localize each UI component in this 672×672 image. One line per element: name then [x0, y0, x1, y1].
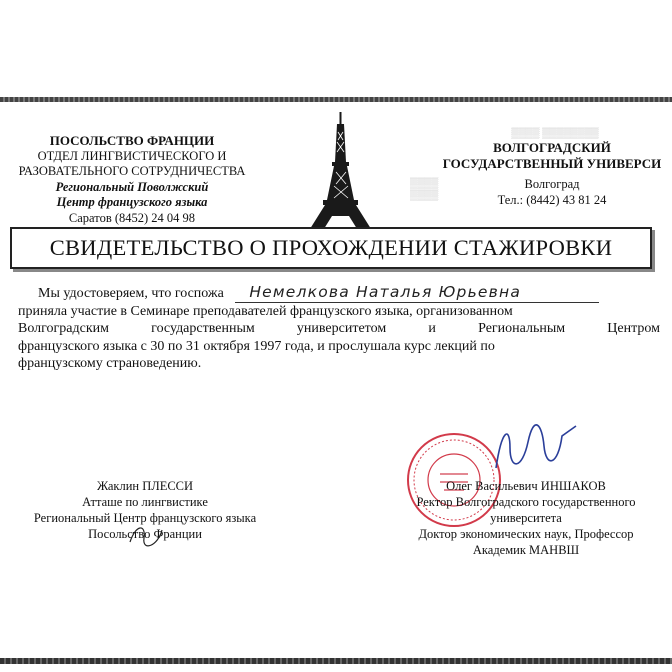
rector-signature	[488, 418, 583, 478]
attache-embassy: Посольство Франции	[88, 527, 202, 541]
embassy-phone: Саратов (8452) 24 04 98	[68, 210, 196, 225]
body-line-4: французского языка с 30 по 31 октября 1997 года, и прослушала курс лекций по	[18, 338, 495, 354]
attache-role: Атташе по лингвистике	[82, 495, 208, 509]
department-line-2: РАЗОВАТЕЛЬНОГО СОТРУДНИЧЕСТВА	[18, 164, 246, 178]
department-line-1: ОТДЕЛ ЛИНГВИСТИЧЕСКОГО И	[37, 148, 227, 163]
faded-bleedthrough-text: ▒▒▒▒ ▒▒▒▒▒▒▒▒	[511, 128, 599, 139]
certificate-title: СВИДЕТЕЛЬСТВО О ПРОХОЖДЕНИИ СТАЖИРОВКИ	[49, 235, 613, 260]
body-intro: Мы удостоверяем, что госпожа	[38, 286, 224, 301]
embassy-header	[0, 133, 264, 226]
body-line-5: французскому страноведению.	[18, 356, 202, 371]
embassy-name: ПОСОЛЬСТВО ФРАНЦИИ	[49, 133, 215, 148]
regional-center-line-2: Центр французского языка	[56, 195, 208, 209]
faded-bleedthrough-mark: ▒▒▒▒ ▒▒▒▒	[410, 178, 439, 201]
recipient-name-handwritten: Немелкова Наталья Юрьевна	[235, 284, 599, 303]
bottom-border-line	[0, 658, 672, 664]
certificate-title-box	[10, 227, 652, 269]
top-border-line	[0, 97, 672, 102]
body-line-3: Волгоградским государственным университетом и Региональным Центром	[18, 321, 660, 336]
body-line-2: приняла участие в Семинаре преподавателей французского языка, организованном	[18, 303, 513, 319]
left-signature-mark	[118, 520, 188, 550]
signature-block-right	[380, 478, 672, 558]
university-phone: Тел.: (8442) 43 81 24	[497, 192, 607, 207]
rector-degree: Доктор экономических наук, Профессор	[418, 527, 634, 541]
rector-academy: Академик МАНВШ	[472, 543, 580, 557]
regional-center-line-1: Региональный Поволжский	[55, 179, 209, 194]
university-header	[432, 140, 672, 208]
attache-center: Региональный Центр французского языка	[33, 511, 257, 525]
attache-name: Жаклин ПЛЕССИ	[96, 479, 194, 493]
body-intro-line	[18, 284, 660, 303]
rector-university: университета	[490, 511, 562, 525]
rector-name: Олег Васильевич ИНШАКОВ	[446, 479, 606, 493]
rector-role: Ректор Волгоградского государственного	[416, 495, 636, 509]
university-city: Волгоград	[524, 177, 580, 191]
certificate-body	[18, 284, 660, 373]
university-name-line-2: ГОСУДАРСТВЕННЫЙ УНИВЕРСИ	[442, 155, 662, 171]
university-name-line-1: ВОЛГОГРАДСКИЙ	[493, 140, 611, 155]
